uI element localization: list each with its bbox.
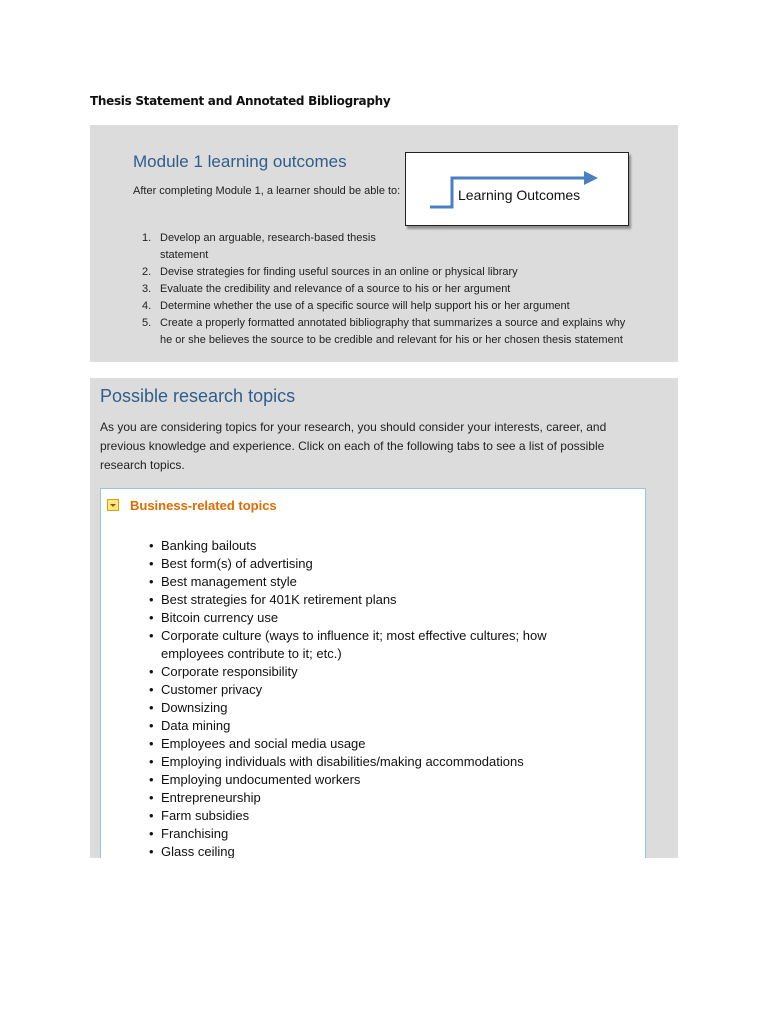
outcome-item xyxy=(133,281,633,298)
outcome-text: Determine whether the use of a specific source will help support his or her argument xyxy=(160,300,570,312)
research-heading: Possible research topics xyxy=(100,386,296,406)
learning-outcomes-image xyxy=(405,152,629,226)
tab-business-related-topics[interactable] xyxy=(100,488,646,524)
list-item: • Data mining xyxy=(147,717,567,735)
outcome-item xyxy=(133,264,633,281)
outcome-text: Create a properly formatted annotated bibliography that summarizes a source and explains why he or she believes the source to be credible and relevant for his or her chosen thesis statement xyxy=(160,317,626,346)
tab-label[interactable]: Business-related topics xyxy=(130,498,277,513)
module-outcomes-panel xyxy=(90,125,678,362)
list-item: • Banking bailouts xyxy=(147,537,567,555)
module-heading: Module 1 learning outcomes xyxy=(133,152,347,171)
list-item: • Employing individuals with disabilities/making accommodations xyxy=(147,753,567,771)
outcome-text: Devise strategies for finding useful sources in an online or physical library xyxy=(160,266,518,278)
list-item: • Best strategies for 401K retirement plans xyxy=(147,591,567,609)
outcome-item xyxy=(133,298,633,315)
list-item: • Best management style xyxy=(147,573,567,591)
outcome-item xyxy=(133,315,633,349)
document-title: Thesis Statement and Annotated Bibliography xyxy=(90,94,391,108)
learning-outcomes-label: Learning Outcomes xyxy=(458,187,581,203)
outcome-number: 5. xyxy=(142,317,152,329)
tab-content xyxy=(100,523,646,858)
module-intro: After completing Module 1, a learner should be able to: xyxy=(133,185,401,197)
list-item: • Downsizing xyxy=(147,699,567,717)
outcome-number: 1. xyxy=(142,232,152,244)
list-item: • Farm subsidies xyxy=(147,807,567,825)
outcome-text: Evaluate the credibility and relevance of a source to his or her argument xyxy=(160,283,511,295)
list-item: • Best form(s) of advertising xyxy=(147,555,567,573)
list-item: • Employing undocumented workers xyxy=(147,771,567,789)
chevron-down-icon[interactable] xyxy=(107,499,119,511)
research-intro: As you are considering topics for your research, you should consider your interests, career, and previous knowledge and experience. Click on each of the following tabs to see a list of possible research topics. xyxy=(100,420,607,472)
outcome-number: 2. xyxy=(142,266,152,278)
list-item: • Glass ceiling xyxy=(147,843,567,858)
list-item: • Franchising xyxy=(147,825,567,843)
outcome-number: 4. xyxy=(142,300,152,312)
topic-list xyxy=(147,537,567,858)
outcome-number: 3. xyxy=(142,283,152,295)
research-topics-panel xyxy=(90,378,678,858)
list-item: • Employees and social media usage xyxy=(147,735,567,753)
list-item: • Customer privacy xyxy=(147,681,567,699)
list-item: • Corporate culture (ways to influence it; most effective cultures; how employees contribute to it; etc.) xyxy=(147,627,567,663)
list-item: • Bitcoin currency use xyxy=(147,609,567,627)
outcomes-list xyxy=(133,230,633,349)
list-item: • Entrepreneurship xyxy=(147,789,567,807)
outcome-item xyxy=(133,230,390,264)
outcome-text: Develop an arguable, research-based thesis statement xyxy=(160,232,376,261)
list-item: • Corporate responsibility xyxy=(147,663,567,681)
